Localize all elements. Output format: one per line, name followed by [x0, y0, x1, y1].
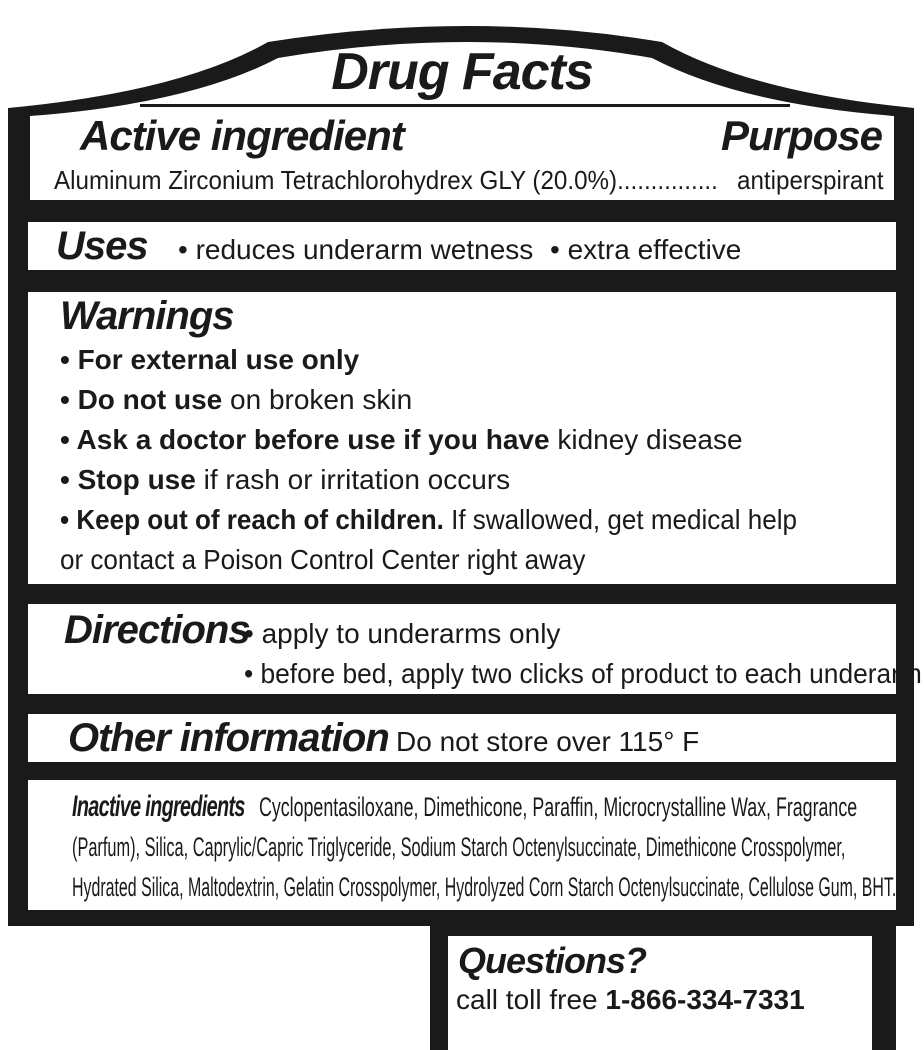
uses-item: • extra effective	[550, 234, 742, 265]
uses-section	[28, 222, 896, 270]
questions-heading: Questions?	[458, 940, 647, 981]
uses-item: • reduces underarm wetness	[178, 234, 534, 265]
phone-number: 1-866-334-7331	[605, 984, 805, 1015]
warnings-section	[28, 292, 896, 584]
uses-heading: Uses	[56, 224, 148, 268]
other-information-text: Do not store over 115° F	[396, 726, 700, 757]
active-ingredient-line	[54, 165, 768, 196]
directions-heading: Directions	[64, 608, 250, 652]
directions-item: • apply to underarms only	[244, 618, 561, 649]
title: Drug Facts	[331, 43, 593, 101]
active-ingredient-name: Aluminum Zirconium Tetrachlorohydrex GLY (20.0%)	[54, 165, 618, 195]
inactive-ingredients-section	[28, 780, 896, 910]
active-purpose: antiperspirant	[737, 165, 884, 195]
warning-line: • For external use only	[60, 344, 360, 375]
warning-line: • Keep out of reach of children. If swallowed, get medical help	[60, 504, 798, 535]
inactive-line: Inactive ingredients Cyclopentasiloxane, Dimethicone, Paraffin, Microcrystalline Wax, Fragrance	[72, 790, 858, 823]
warnings-heading: Warnings	[60, 294, 234, 338]
inactive-line: (Parfum), Silica, Caprylic/Capric Triglyceride, Sodium Starch Octenylsuccinate, Dimethicone Crosspolymer,	[72, 832, 846, 862]
active-ingredient-heading: Active ingredient	[80, 112, 404, 159]
questions-line: call toll free 1-866-334-7331	[456, 984, 805, 1015]
other-information-heading: Other information	[68, 716, 389, 760]
warning-line: or contact a Poison Control Center right away	[60, 544, 586, 575]
warning-line: • Do not use on broken skin	[60, 384, 413, 415]
leader-dots: ...............	[617, 165, 718, 195]
directions-section	[28, 604, 922, 694]
warning-line: • Ask a doctor before use if you have kidney disease	[60, 424, 743, 455]
warning-line: • Stop use if rash or irritation occurs	[60, 464, 511, 495]
directions-item: • before bed, apply two clicks of product to each underarm	[244, 658, 922, 689]
purpose-heading: Purpose	[720, 112, 882, 159]
other-information-section	[28, 714, 896, 762]
title-rule	[140, 104, 790, 107]
inactive-ingredients-heading: Inactive ingredients	[72, 790, 245, 823]
inactive-line: Hydrated Silica, Maltodextrin, Gelatin Crosspolymer, Hydrolyzed Corn Starch Octenylsuccinate, Cellulose Gum, BHT.	[72, 872, 896, 902]
